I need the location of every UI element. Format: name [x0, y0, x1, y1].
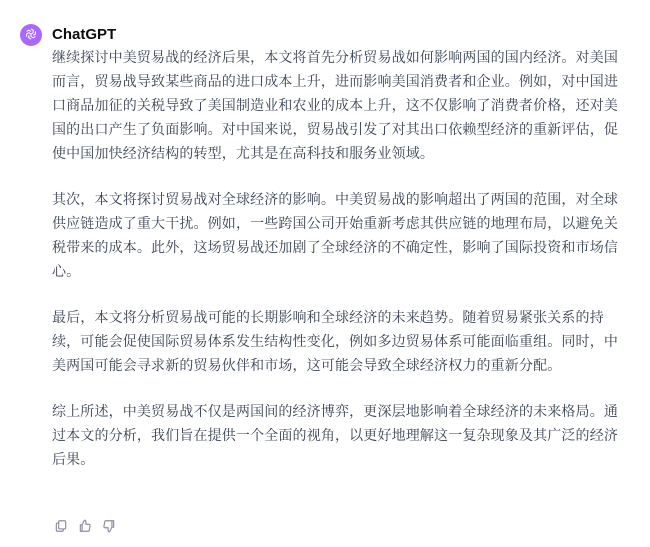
thumbs-down-button[interactable] [100, 518, 118, 536]
openai-logo-icon [24, 26, 38, 45]
message-paragraph-3: 最后，本文将分析贸易战可能的长期影响和全球经济的未来趋势。随着贸易紧张关系的持续，可能会促使国际贸易体系发生结构性变化，例如多边贸易体系可能面临重组。同时，中美两国可能会寻求新的贸易伙伴和市场，这可能会导致全球经济权力的重新分配。 [52, 310, 618, 374]
message-actions [52, 518, 118, 536]
message-author: ChatGPT [52, 26, 117, 43]
message-paragraph-1: 继续探讨中美贸易战的经济后果，本文将首先分析贸易战如何影响两国的国内经济。对美国而言，贸易战导致某些商品的进口成本上升，进而影响美国消费者和企业。例如，对中国进口商品加征的关税导致了美国制造业和农业的成本上升，这不仅影响了消费者价格，还对美国的出口产生了负面影响。对中国来说，贸易战引发了对其出口依赖型经济的重新评估，促使中国加快经济结构的转型，尤其是在高科技和服务业领域。 [52, 50, 618, 162]
copy-button[interactable] [52, 518, 70, 536]
thumbs-down-icon [102, 518, 116, 537]
thumbs-up-icon [78, 518, 92, 537]
message-paragraph-4: 综上所述，中美贸易战不仅是两国间的经济博弈，更深层地影响着全球经济的未来格局。通过本文的分析，我们旨在提供一个全面的视角，以更好地理解这一复杂现象及其广泛的经济后果。 [52, 404, 618, 468]
avatar [20, 24, 42, 46]
message-content [52, 46, 618, 494]
copy-icon [54, 518, 68, 537]
message-paragraph-2: 其次，本文将探讨贸易战对全球经济的影响。中美贸易战的影响超出了两国的范围，对全球供应链造成了重大干扰。例如，一些跨国公司开始重新考虑其供应链的地理布局，以避免关税带来的成本。此外，这场贸易战还加剧了全球经济的不确定性，影响了国际投资和市场信心。 [52, 192, 618, 280]
thumbs-up-button[interactable] [76, 518, 94, 536]
